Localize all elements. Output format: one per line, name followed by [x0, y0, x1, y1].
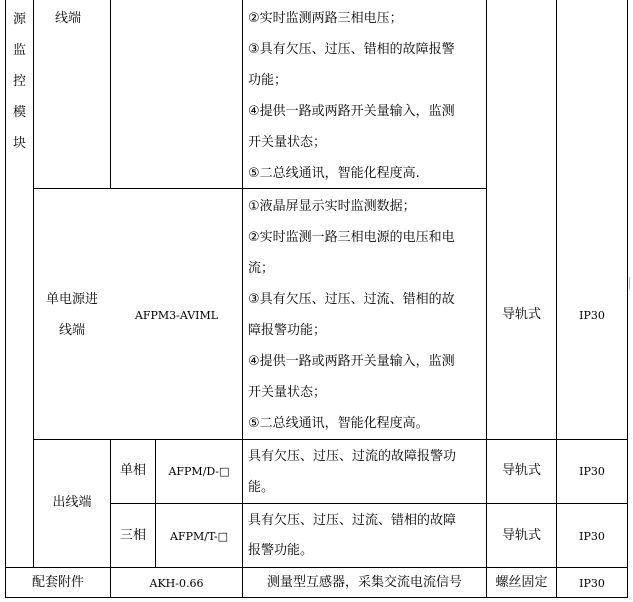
row2-description-line: ①液晶屏显示实时监测数据；	[248, 199, 416, 214]
single-phase-install: 导轨式	[501, 463, 541, 478]
row2-description-line: ②实时监测一路三相电源的电压和电	[248, 230, 455, 245]
single-phase-model: AFPM/D-□	[168, 465, 230, 478]
three-phase-description-line: 报警功能。	[248, 543, 314, 558]
accessory-install: 螺丝固定	[495, 575, 548, 590]
module-label-char: 块	[12, 136, 26, 151]
row1-description-line: ③具有欠压、过压、错相的故障报警	[248, 42, 455, 57]
column-divider	[33, 0, 34, 568]
three-phase-description-line: 具有欠压、过压、过流、错相的故障	[248, 513, 457, 528]
row-divider	[33, 439, 628, 440]
row1-description-line: ⑤二总线通讯，智能化程度高.	[248, 166, 420, 181]
row1-description-line: ④提供一路或两路开关量输入，监测	[248, 104, 455, 119]
module-label-char: 控	[12, 74, 26, 89]
row2-model: AFPM3-AVIML	[134, 309, 219, 322]
module-label-char: 源	[12, 12, 26, 27]
row2-label: 单电源进	[45, 292, 98, 307]
row1-description-line: 功能；	[248, 73, 288, 88]
row2-description-line: ④提供一路或两路开关量输入，监测	[248, 354, 455, 369]
row-divider	[33, 188, 486, 189]
accessory-protection: IP30	[579, 577, 605, 590]
table-right-border	[627, 0, 628, 598]
row2-description-line: 障报警功能；	[248, 323, 327, 338]
three-phase-install: 导轨式	[501, 528, 541, 543]
row1-description-line: 开关量状态；	[248, 135, 327, 150]
column-divider	[155, 439, 156, 568]
module-label-char: 监	[12, 43, 26, 58]
row-divider	[5, 567, 628, 568]
single-phase-protection: IP30	[579, 465, 605, 478]
row2-description-line: ⑤二总线通讯，智能化程度高。	[248, 416, 429, 431]
row2-description-line: 流；	[248, 261, 275, 276]
row2-description-line: ③具有欠压、过压、过流、错相的故	[248, 292, 455, 307]
three-phase-protection: IP30	[579, 530, 605, 543]
row1-label: 线端	[55, 11, 82, 26]
row-divider	[110, 503, 628, 504]
module-label-char: 模	[12, 105, 26, 120]
single-phase-description-line: 具有欠压、过压、过流的故障报警功	[248, 449, 457, 464]
column-divider	[486, 0, 487, 598]
accessory-model: AKH-0.66	[149, 577, 204, 590]
table-bottom-border	[5, 597, 628, 598]
row2-description-line: 开关量状态；	[248, 385, 327, 400]
outlet-label: 出线端	[52, 495, 92, 510]
column-divider	[110, 439, 111, 568]
row2-protection: IP30	[579, 309, 605, 322]
three-phase-model: AFPM/T-□	[170, 530, 228, 543]
row1-description-line: ②实时监测两路三相电压；	[248, 11, 403, 26]
row2-label: 线端	[58, 323, 85, 338]
row2-install: 导轨式	[501, 307, 541, 322]
three-phase-label: 三相	[119, 528, 146, 543]
edge-mark	[629, 277, 630, 289]
column-divider	[556, 0, 557, 598]
column-divider	[242, 0, 243, 598]
single-phase-description-line: 能。	[248, 480, 275, 495]
accessory-label: 配套附件	[31, 575, 84, 590]
accessory-description: 测量型互感器，采集交流电流信号	[266, 575, 462, 590]
single-phase-label: 单相	[119, 463, 146, 478]
column-divider	[110, 0, 111, 189]
